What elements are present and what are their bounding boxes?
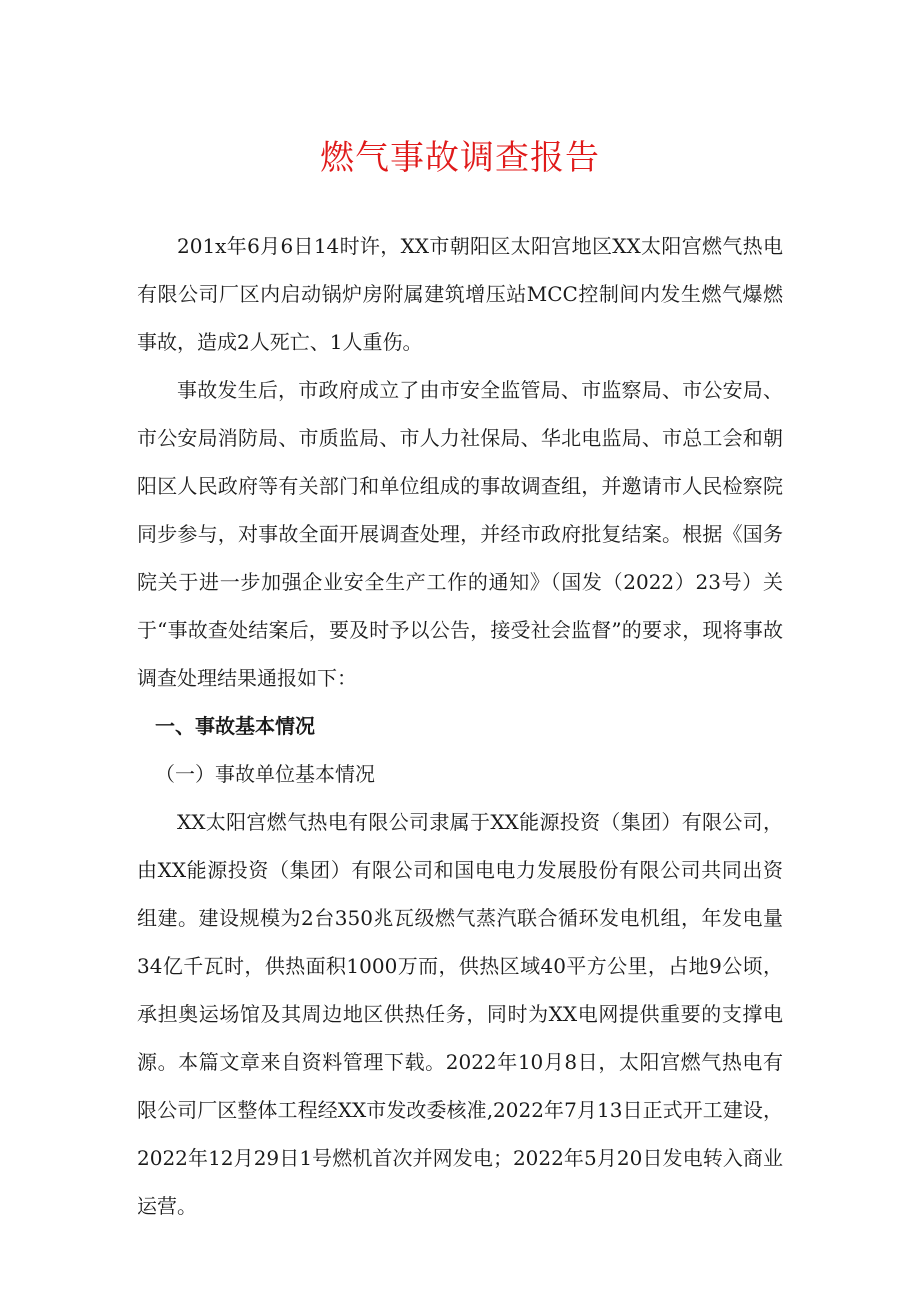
subsection-heading: （一）事故单位基本情况 <box>155 762 375 786</box>
section-heading: 一、事故基本情况 <box>155 714 315 738</box>
paragraph-incident-summary: 201x年6月6日14时许，XX市朝阳区太阳宫地区XX太阳宫燃气热电有限公司厂区内启动锅炉房附属建筑增压站MCC控制间内发生燃气爆燃事故，造成2人死亡、1人重伤。 <box>137 234 783 354</box>
document-body <box>137 222 783 1230</box>
paragraph-company-info: XX太阳宫燃气热电有限公司隶属于XX能源投资（集团）有限公司，由XX能源投资（集团）有限公司和国电电力发展股份有限公司共同出资组建。建设规模为2台350兆瓦级燃气蒸汽联合循环发电机组，年发电量34亿千瓦时，供热面积1000万而，供热区域40平方公里，占地9公顷，承担奥运场馆及其周边地区供热任务，同时为XX电网提供重要的支撑电源。本篇文章来自资料管理下载。2022年10月8日，太阳宫燃气热电有限公司厂区整体工程经XX市发改委核准,2022年7月13日正式开工建设，2022年12月29日1号燃机首次并网发电；2022年5月20日发电转入商业运营。 <box>137 810 783 1218</box>
document-title: 燃气事故调查报告 <box>320 138 600 178</box>
paragraph-investigation: 事故发生后，市政府成立了由市安全监管局、市监察局、市公安局、市公安局消防局、市质监局、市人力社保局、华北电监局、市总工会和朝阳区人民政府等有关部门和单位组成的事故调查组，并邀请市人民检察院同步参与，对事故全面开展调查处理，并经市政府批复结案。根据《国务院关于进一步加强企业安全生产工作的通知》（国发（2022）23号）关于“事故查处结案后，要及时予以公告，接受社会监督”的要求，现将事故调查处理结果通报如下： <box>137 378 783 690</box>
